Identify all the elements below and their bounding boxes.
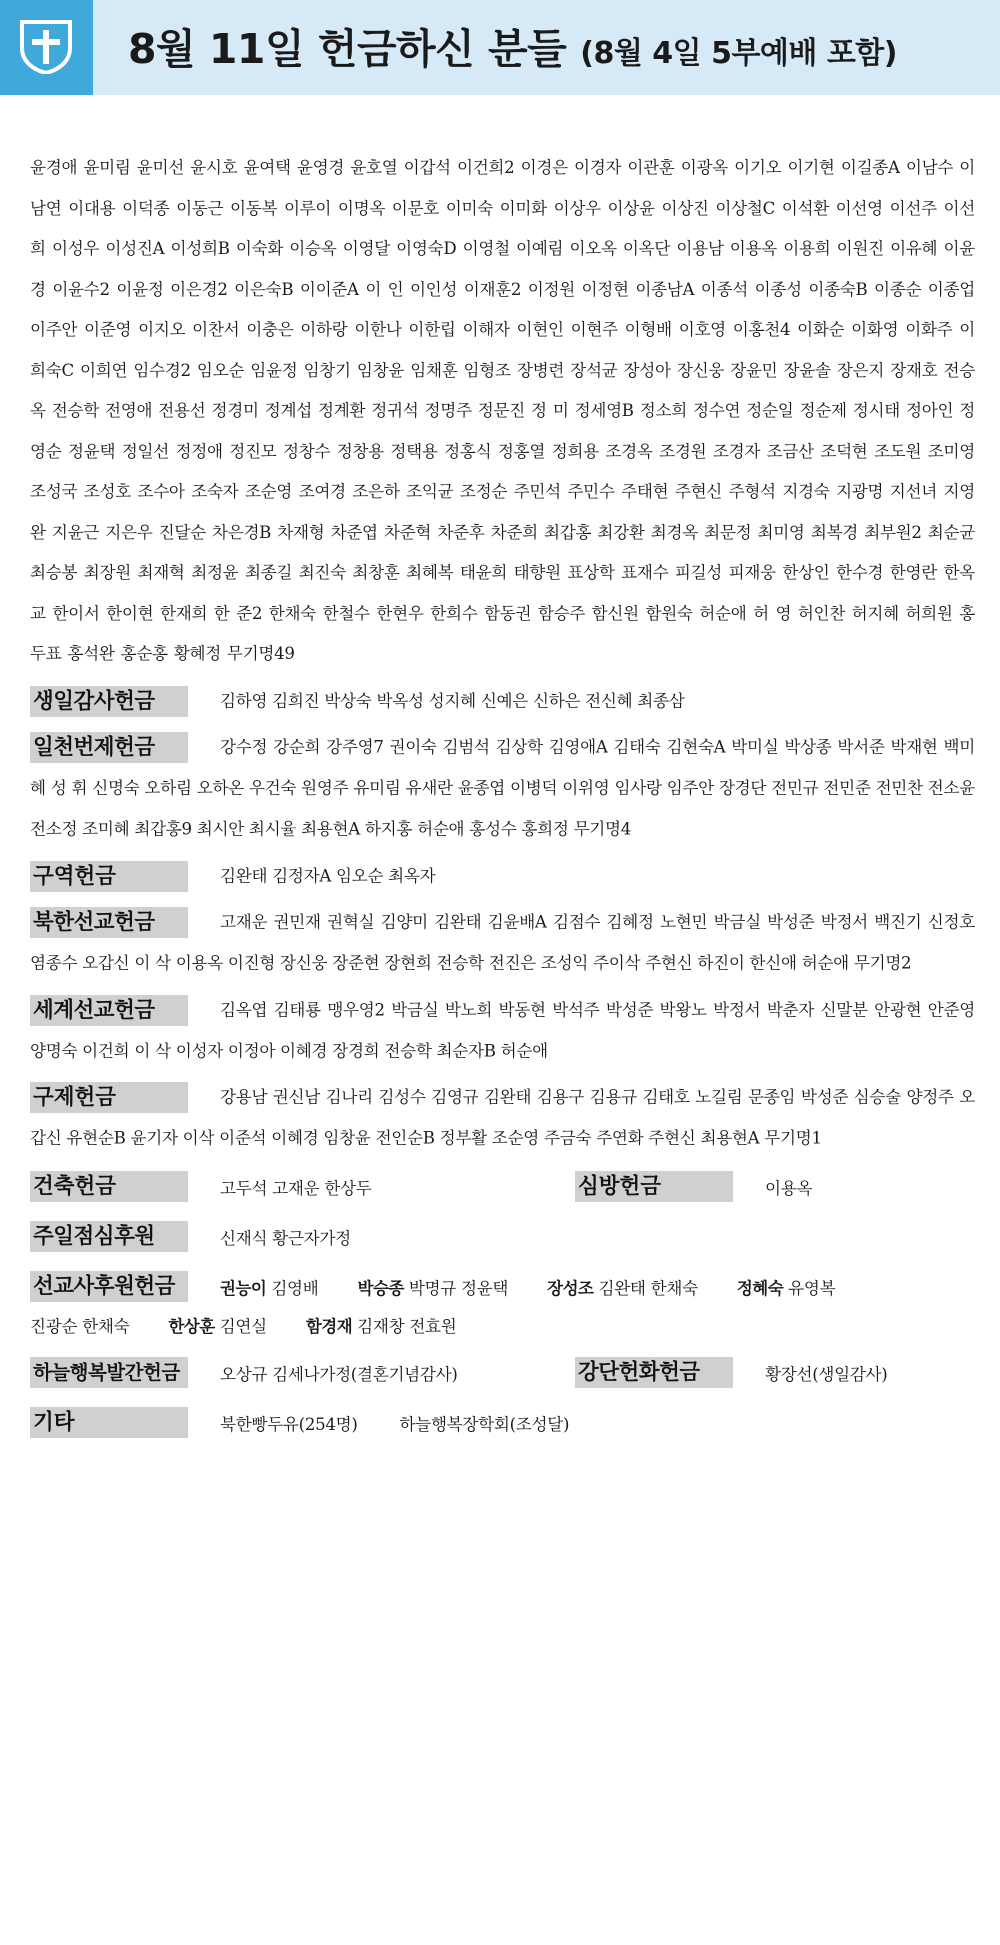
section-label: 구역헌금 xyxy=(30,861,188,892)
section-names: 강수정 강순희 강주영7 권이숙 김범석 김상학 김영애A 김태숙 김현숙A 박미실 박상종 박서준 박재현 백미혜 성 휘 신명숙 오하림 오하온 우건숙 원영주 유미림 유새란 윤종엽 이병덕 이위영 임사랑 임주안 장경단 전민규 전민준 전민찬 전소윤 전소정 조미혜 최갑홍9 최시안 최시율 최용현A 하지홍 허순애 홍성수 홍희정 무기명4 xyxy=(30,737,975,838)
missionary-name: 정혜숙 xyxy=(736,1278,784,1298)
section-names: 고재운 권민재 권혁실 김양미 김완태 김윤배A 김점수 김혜정 노현민 박금실 박성준 박정서 백진기 신정호 염종수 오갑신 이 삭 이용옥 이진형 장신웅 장준현 장현희 전승학 전진은 조성익 주이삭 주현신 하진이 한신애 허순애 무기명2 xyxy=(30,912,975,973)
title-main: 8월 11일 헌금하신 분들 xyxy=(128,25,567,73)
sponsor-names: 김영배 xyxy=(271,1278,319,1298)
sponsor-names: 진광순 한채숙 xyxy=(30,1316,130,1336)
section-label: 기타 xyxy=(30,1407,188,1438)
section-names: 이용옥 xyxy=(765,1178,813,1198)
section-sunday-lunch xyxy=(30,1215,975,1259)
general-offering-names: 윤경애 윤미림 윤미선 윤시호 윤여택 윤영경 윤호열 이갑석 이건희2 이경은 이경자 이관훈 이광옥 이기오 이기현 이길종A 이남수 이남연 이대용 이덕종 이동근 이동복 이루이 이명옥 이문호 이미숙 이미화 이상우 이상윤 이상진 이상철C 이석환 이선영 이선주 이선희 이성우 이성진A 이성희B 이숙화 이승옥 이영달 이영숙D 이영철 이예림 이오옥 이옥단 이용남 이용옥 이용희 이원진 이유혜 이윤경 이윤수2 이윤정 이은경2 이은숙B 이이준A 이 인 이인성 이재훈2 이정원 이정현 이종남A 이종석 이종성 이종숙B 이종순 이종업 이주안 이준영 이지오 이찬서 이충은 이하랑 이한나 이한립 이해자 이현인 이현주 이형배 이호영 이홍천4 이화순 이화영 이화주 이희숙C 이희연 임수경2 임오순 임윤정 임창기 임창윤 임채훈 임형조 장병련 장석균 장성아 장신웅 장윤민 장윤솔 장은지 장재호 전승옥 전승학 전영애 전용선 정경미 정계섭 정계환 정귀석 정명주 정문진 정 미 정세영B 정소희 정수연 정순일 정순제 정시태 정아인 정영순 정윤택 정일선 정정애 정진모 정창수 정창용 정택용 정홍식 정홍열 정희용 조경옥 조경원 조경자 조금산 조덕현 조도원 조미영 조성국 조성호 조수아 조숙자 조순영 조여경 조은하 조익균 조정순 주민석 주민수 주태현 주현신 주형석 지경숙 지광명 지선녀 지영완 지윤근 지은우 진달순 차은경B 차재형 차준엽 차준혁 차준후 차준희 최갑홍 최강환 최경옥 최문정 최미영 최복경 최부원2 최순균 최승봉 최장원 최재혁 최정윤 최종길 최진숙 최창훈 최혜복 태윤희 태향원 표상학 표재수 피길성 피재웅 한상인 한수경 한영란 한옥교 한이서 한이현 한재희 한 준2 한채숙 한철수 한현우 한희수 함동권 함승주 함신원 함원숙 허순애 허 영 허인찬 허지혜 허희원 홍두표 홍석완 홍순홍 황혜정 무기명49 xyxy=(30,158,976,663)
section-names: 오상규 김세나가정(결혼기념감사) xyxy=(220,1364,458,1384)
section-label: 하늘행복발간헌금 xyxy=(30,1357,188,1388)
section-label: 세계선교헌금 xyxy=(30,995,188,1026)
page-title xyxy=(128,16,897,76)
sponsor-names: 박명규 정윤택 xyxy=(408,1278,509,1298)
section-sky-blessing xyxy=(30,1357,575,1388)
sponsor-names: 김완태 한채숙 xyxy=(598,1278,698,1298)
section-label: 구제헌금 xyxy=(30,1082,188,1113)
section-ilcheon xyxy=(30,727,975,849)
title-subtitle: (8월 4일 5부예배 포함) xyxy=(580,36,898,71)
section-names: 황장선(생일감사) xyxy=(765,1364,888,1384)
section-label: 주일점심후원 xyxy=(30,1221,188,1252)
section-missionary xyxy=(30,1265,975,1345)
section-names: 강용남 권신남 김나리 김성수 김영규 김완태 김용구 김용규 김태호 노길림 문종임 박성준 심승술 양정주 오갑신 유현순B 윤기자 이삭 이준석 이혜경 임창윤 전인순B 정부활 조순영 주금숙 주연화 주현신 최용현A 무기명1 xyxy=(30,1087,975,1148)
section-names: 고두석 고재운 한상두 xyxy=(220,1178,372,1198)
sponsor-names: 유영복 xyxy=(788,1278,836,1298)
section-building xyxy=(30,1171,575,1202)
section-building-visitation xyxy=(30,1165,975,1209)
section-relief xyxy=(30,1077,975,1159)
sponsor-names: 김연실 xyxy=(219,1316,267,1336)
missionary-line-2 xyxy=(30,1309,975,1345)
section-names: 북한빵두유(254명) xyxy=(220,1414,358,1434)
section-other xyxy=(30,1401,975,1445)
section-sky-altar xyxy=(30,1351,975,1395)
section-names: 김하영 김희진 박상숙 박옥성 성지혜 신예은 신하은 전신혜 최종삼 xyxy=(220,690,685,710)
section-label: 일천번제헌금 xyxy=(30,732,188,763)
missionary-name: 권능이 xyxy=(220,1278,267,1298)
sponsor-names: 김재창 전효원 xyxy=(357,1316,457,1336)
missionary-name: 박승종 xyxy=(357,1278,404,1298)
missionary-name: 장성조 xyxy=(547,1278,594,1298)
church-logo xyxy=(0,0,93,95)
section-names: 신재식 황근자가정 xyxy=(220,1228,351,1248)
section-label: 생일감사헌금 xyxy=(30,686,188,717)
section-nk-mission xyxy=(30,902,975,984)
section-label: 건축헌금 xyxy=(30,1171,188,1202)
section-visitation xyxy=(575,1171,812,1202)
section-district xyxy=(30,856,975,897)
section-world-mission xyxy=(30,990,975,1072)
missionary-name: 함경재 xyxy=(305,1316,353,1336)
section-names: 김완태 김정자A 임오순 최옥자 xyxy=(220,865,436,885)
section-label: 북한선교헌금 xyxy=(30,907,188,938)
header-band xyxy=(0,0,1000,95)
offering-list xyxy=(30,148,975,1445)
section-label: 선교사후원헌금 xyxy=(30,1271,188,1302)
section-names: 김옥엽 김태룡 맹우영2 박금실 박노희 박동현 박석주 박성준 박왕노 박정서 박춘자 신말분 안광현 안준영 양명숙 이건희 이 삭 이성자 이정아 이혜경 장경희 전승학 최순자B 허순애 xyxy=(30,1000,975,1060)
cross-shield-icon xyxy=(18,18,74,74)
section-label: 심방헌금 xyxy=(575,1171,733,1202)
section-label: 강단헌화헌금 xyxy=(575,1357,733,1388)
missionary-name: 한상훈 xyxy=(168,1316,215,1336)
missionary-group xyxy=(220,1275,835,1299)
section-altar-flower xyxy=(575,1357,887,1388)
section-birthday xyxy=(30,681,975,722)
section-names-2: 하늘행복장학회(조성달) xyxy=(399,1414,570,1434)
